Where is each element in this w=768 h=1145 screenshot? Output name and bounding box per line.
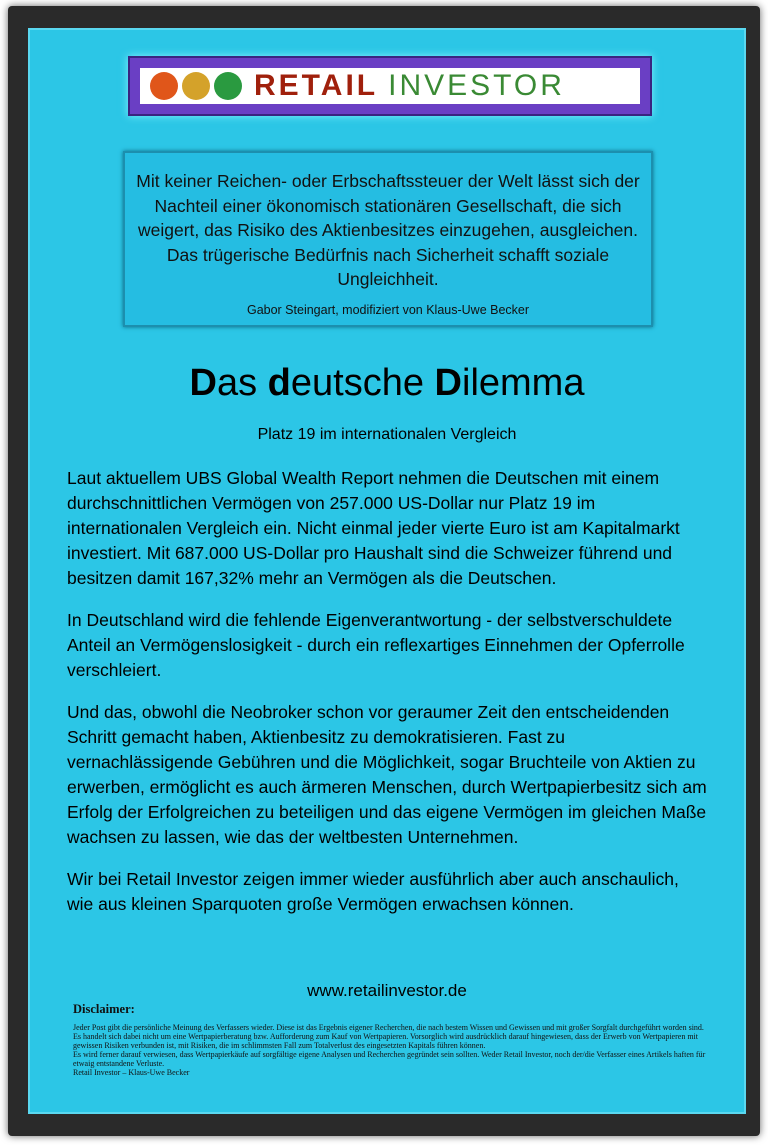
logo-word-retail: RETAIL bbox=[254, 69, 379, 102]
disclaimer-heading: Disclaimer: bbox=[73, 1002, 135, 1016]
article-title bbox=[28, 362, 746, 405]
article-body bbox=[67, 466, 707, 934]
quote-text: Mit keiner Reichen- oder Erbschaftssteuer der Welt lässt sich der Nachteil einer ökonomisch stationären Gesellschaft, die sich weigert, das Risiko des Aktienbesitzes einzugehen, ausgleichen. Das trügerische Bedürfnis nach Sicherheit schafft soziale Ungleichheit. bbox=[136, 171, 640, 289]
paragraph: Und das, obwohl die Neobroker schon vor geraumer Zeit den entscheidenden Schritt gemacht haben, Aktienbesitz zu demokratisieren. Fast zu vernachlässigende Gebühren und die Möglichkeit, sogar Bruchteile von Aktien zu erwerben, ermöglicht es auch ärmeren Menschen, durch Wertpapierbesitz sich am Erfolg der Erfolgreichen zu beteiligen und das eigene Vermögen im gleichen Maße wachsen zu lassen, wie das der weltbesten Unternehmen. bbox=[67, 702, 707, 847]
yellow-dot-icon bbox=[182, 72, 210, 100]
disclaimer bbox=[73, 1002, 713, 1077]
title-part: ilemma bbox=[462, 362, 585, 404]
title-part: d bbox=[267, 362, 291, 404]
quote-author: Gabor Steingart, modifiziert von Klaus-Uwe Becker bbox=[246, 302, 530, 317]
green-dot-icon bbox=[214, 72, 242, 100]
paragraph: Laut aktuellem UBS Global Wealth Report nehmen die Deutschen mit einem durchschnittlichen Vermögen von 257.000 US-Dollar nur Platz 19 im internationalen Vergleich ein. Nicht einmal jeder vierte Euro ist am Kapitalmarkt investiert. Mit 687.000 US-Dollar pro Haushalt sind die Schweizer führend und besitzen damit 167,32% mehr an Vermögen als die Deutschen. bbox=[67, 468, 680, 588]
quote-box bbox=[123, 151, 653, 327]
website-link[interactable]: www.retailinvestor.de bbox=[307, 981, 467, 1000]
title-part: D bbox=[189, 362, 217, 404]
retail-investor-logo bbox=[128, 56, 652, 116]
title-part: as bbox=[216, 362, 268, 404]
logo-word-investor: INVESTOR bbox=[388, 69, 565, 102]
title-part: eutsche bbox=[290, 362, 435, 404]
paragraph: Wir bei Retail Investor zeigen immer wieder ausführlich aber auch anschaulich, wie aus kleinen Sparquoten große Vermögen erwachsen können. bbox=[67, 869, 679, 914]
orange-dot-icon bbox=[150, 72, 178, 100]
article-subtitle: Platz 19 im internationalen Vergleich bbox=[257, 426, 517, 443]
disclaimer-line: Jeder Post gibt die persönliche Meinung des Verfassers wieder. Diese ist das Ergebnis eigener Recherchen, die nach bestem Wissen und Gewissen und mit großer Sorgfalt durchgeführt worden sind. Es handelt sich dabei nicht um eine Wertpapierberatung bzw. Aufforderung zum Kauf von Wertpapieren. Vorsorglich wird ausdrücklich darauf hingewiesen, dass der Erwerb von Wertpapieren mit gewissen Risiken verbunden ist, mit Risiken, die im schlimmsten Fall zum Totalverlust des eingesetzten Kapitals führen können. bbox=[73, 1023, 704, 1050]
disclaimer-line: Es wird ferner darauf verwiesen, dass Wertpapierkäufe auf sorgfältige eigene Analysen und Recherchen gegründet sein sollten. Weder Retail Investor, noch der/die Verfasser eines Artikels haften für etwaig entstandene Verluste. bbox=[73, 1050, 706, 1068]
title-part: D bbox=[434, 362, 462, 404]
paragraph: In Deutschland wird die fehlende Eigenverantwortung - der selbstverschuldete Anteil an Vermögenslosigkeit - durch ein reflexartiges Einnehmen der Opferrolle verschleiert. bbox=[67, 610, 685, 680]
disclaimer-line: Retail Investor – Klaus-Uwe Becker bbox=[73, 1068, 190, 1077]
